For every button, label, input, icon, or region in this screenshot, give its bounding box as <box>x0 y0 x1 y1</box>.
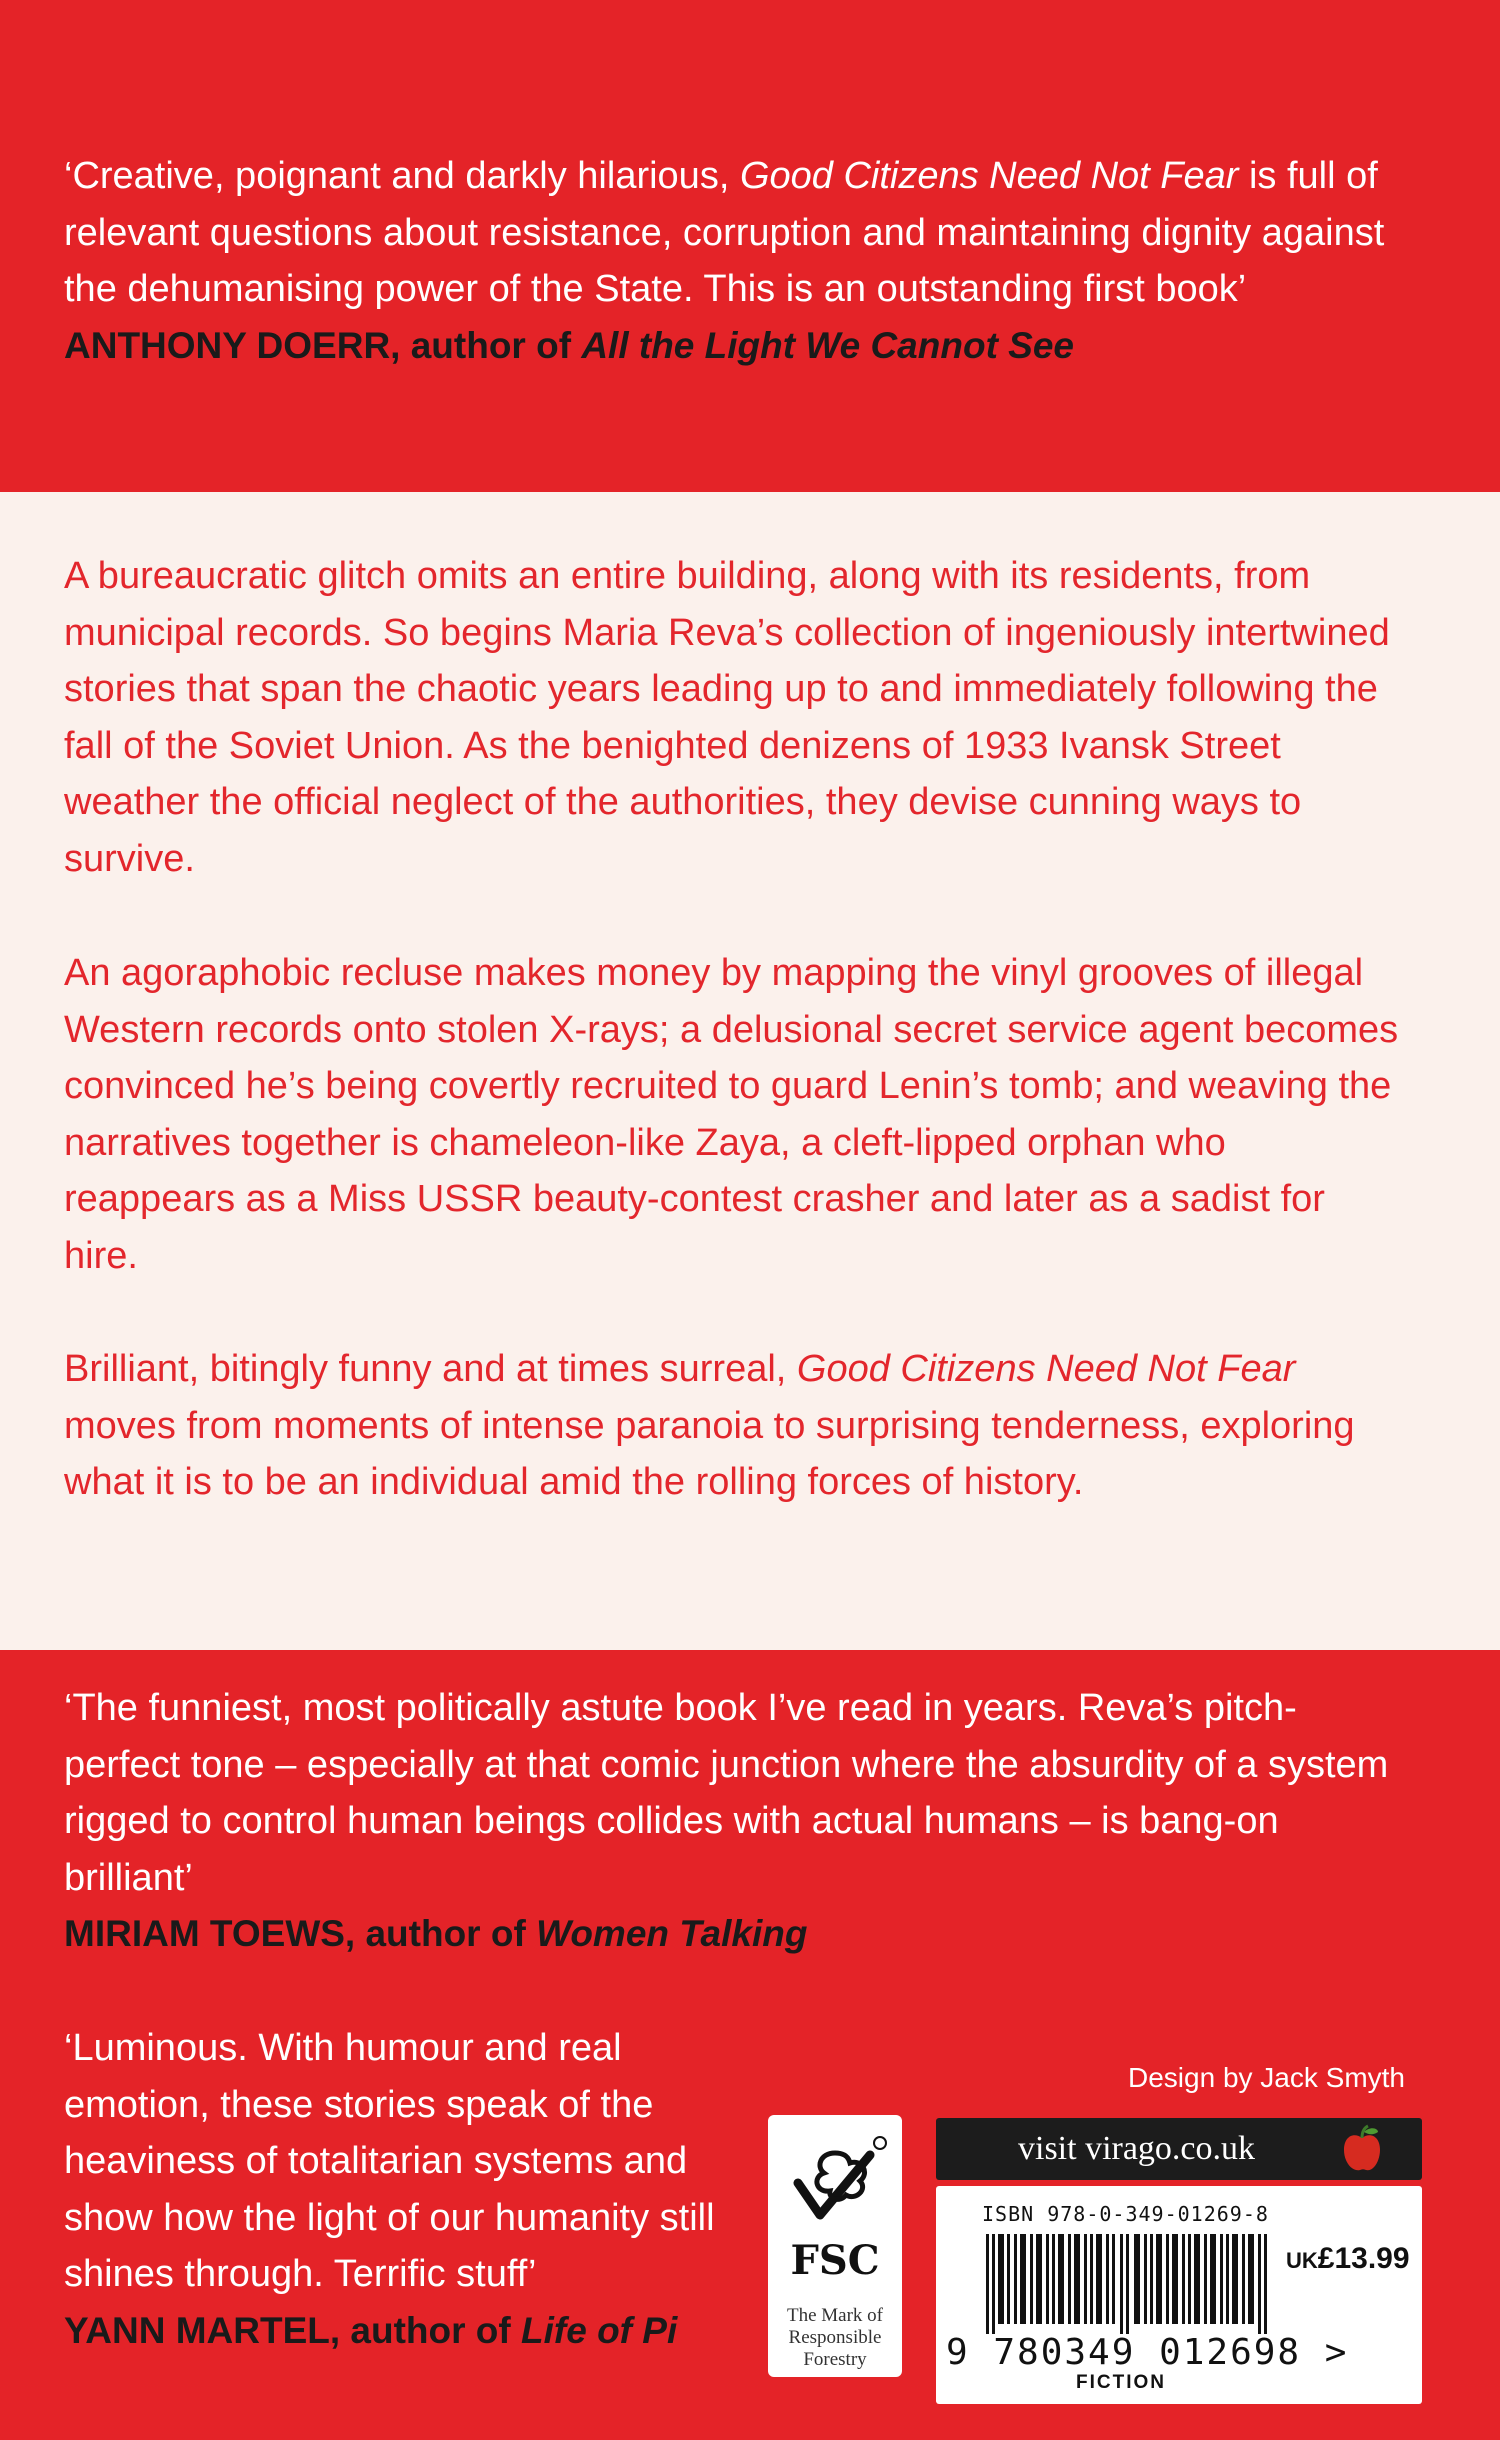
barcode-icon <box>986 2234 1276 2334</box>
quote-book-title: Good Citizens Need Not Fear <box>739 155 1239 197</box>
barcode-digits: 9 780349 012698 > <box>946 2332 1349 2373</box>
isbn-number: ISBN 978-0-349-01269-8 <box>982 2202 1269 2226</box>
quote-text: ‘Luminous. With humour and real emotion, these stories speak of the heaviness of totalitarian systems and show how the light of our humanity still shines through. Terrific stuff’ <box>64 2027 715 2295</box>
apple-logo-icon <box>1340 2124 1384 2174</box>
attribution-book: Women Talking <box>536 1913 808 1954</box>
blurb-paragraph-3 <box>64 1341 1404 1511</box>
attribution-author: MIRIAM TOEWS, author of <box>64 1913 537 1954</box>
genre-label: FICTION <box>1076 2372 1166 2393</box>
blurb-text-part: moves from moments of intense paranoia to surprising tenderness, exploring what it is to be an individual amid the rolling forces of history. <box>64 1404 1355 1503</box>
attribution-book: All the Light We Cannot See <box>581 324 1074 366</box>
attribution-author: YANN MARTEL, author of <box>64 2309 522 2351</box>
quote-attribution <box>64 325 1074 366</box>
blurb-text: A bureaucratic glitch omits an entire building, along with its residents, from municipal records. So begins Maria Reva’s collection of ingeniously intertwined stories that span the chaotic years leading up to and immediately following the fall of the Soviet Union. As the benighted denizens of 1933 Ivansk Street weather the official neglect of the authorities, they devise cunning ways to survive. <box>64 555 1390 880</box>
price-region: UK <box>1286 2248 1318 2273</box>
blurb-paragraph-1 <box>64 548 1404 887</box>
blurb-text-part: Brilliant, bitingly funny and at times surreal, <box>64 1348 797 1390</box>
quote-martel <box>64 2020 744 2359</box>
blurb-paragraph-2 <box>64 945 1404 1284</box>
design-credit: Design by Jack Smyth <box>1128 2062 1405 2093</box>
quote-attribution <box>64 1913 807 1954</box>
tree-check-icon <box>780 2133 890 2233</box>
quote-doerr <box>64 148 1404 374</box>
quote-attribution <box>64 2310 677 2351</box>
price-label <box>1286 2242 1410 2276</box>
attribution-author: ANTHONY DOERR, author of <box>64 324 582 366</box>
quote-toews <box>64 1680 1404 1963</box>
blurb-text <box>64 1341 1404 1511</box>
publisher-url-bar <box>936 2118 1422 2180</box>
quote-text: is full of relevant questions about resistance, corruption and maintaining dignity against the dehumanising power of the State. This is an outstanding first book’ <box>64 155 1385 310</box>
publisher-url: visit virago.co.uk <box>1018 2130 1256 2167</box>
quote-text: ‘Creative, poignant and darkly hilarious, <box>64 155 740 197</box>
quote-text: ‘The funniest, most politically astute book I’ve read in years. Reva’s pitch-perfect tone – especially at that comic junction where the absurdity of a system rigged to control human beings collides with actual humans – is bang-on brilliant’ <box>64 1687 1389 1899</box>
blurb-book-title: Good Citizens Need Not Fear <box>796 1348 1296 1390</box>
fsc-label: FSC <box>790 2237 880 2284</box>
price-value: £13.99 <box>1317 2242 1410 2275</box>
attribution-book: Life of Pi <box>521 2309 678 2351</box>
blurb-text: An agoraphobic recluse makes money by mapping the vinyl grooves of illegal Western records onto stolen X-rays; a delusional secret service agent becomes convinced he’s being covertly recruited to guard Lenin’s tomb; and weaving the narratives together is chameleon-like Zaya, a cleft-lipped orphan who reappears as a Miss USSR beauty-contest crasher and later as a sadist for hire. <box>64 952 1399 1277</box>
fsc-tagline: The Mark of Responsible Forestry <box>786 2305 884 2370</box>
barcode-panel <box>936 2186 1422 2404</box>
fsc-logo <box>768 2115 902 2377</box>
